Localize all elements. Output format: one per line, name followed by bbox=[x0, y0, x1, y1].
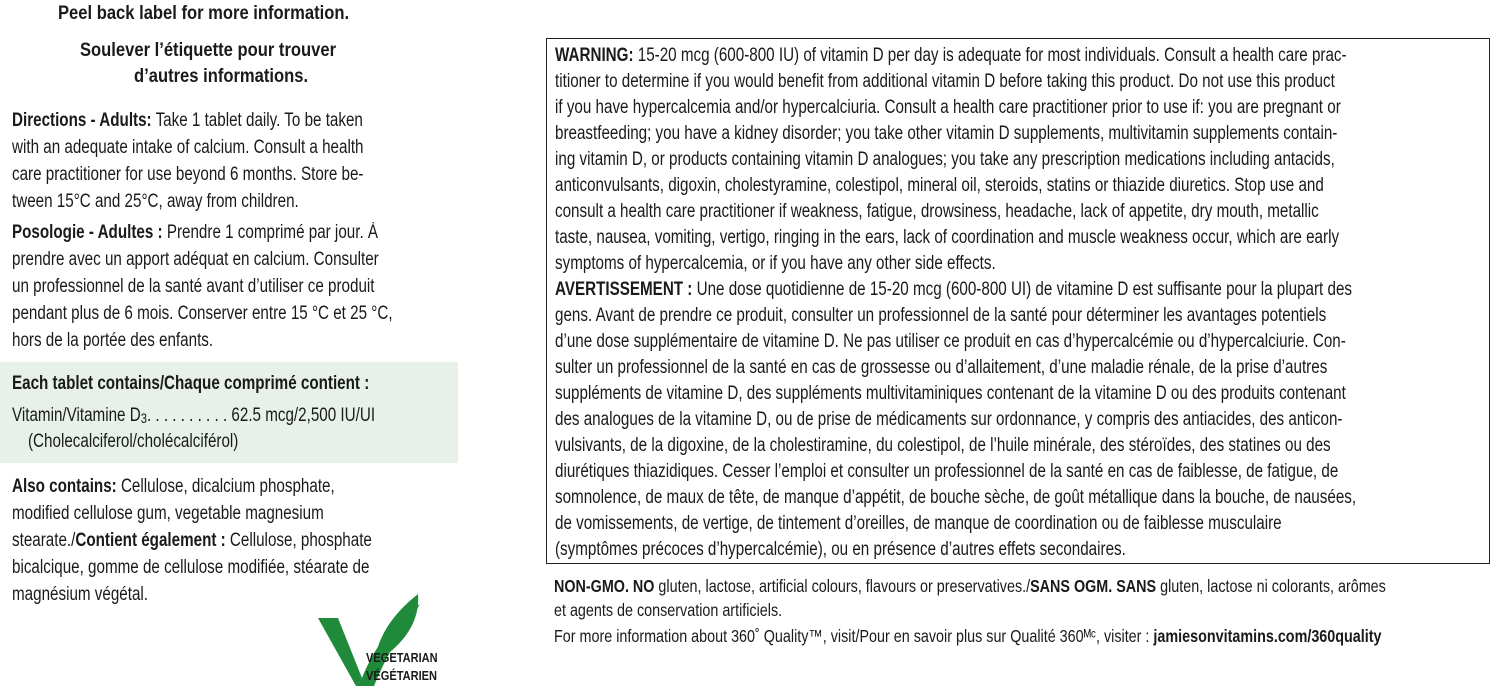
directions-label: Directions - Adults: bbox=[12, 110, 152, 131]
quality-url-link[interactable]: jamiesonvitamins.com/360quality bbox=[1153, 626, 1382, 646]
warning-label: WARNING: bbox=[555, 45, 634, 66]
medicinal-ingredients-box bbox=[0, 362, 458, 463]
ingredient-row: Vitamin/Vitamine $D_3$. . . . . . . . . . 62.5 mcg/2,500 IU/UI bbox=[12, 405, 376, 426]
also-contains-section: Also contains: Cellulose, dicalcium phosphate, modified cellulose gum, vegetable magnesium stearate./Contient également : Cellulose, phosphate bicalcique, gomme de cellulose modifiée, stéarate de magnésium végétal. bbox=[12, 476, 372, 605]
ingredient-source: (Cholecalciferol/cholécalciférol) bbox=[28, 431, 239, 452]
vegetarian-label-fr: VÉGÉTARIEN bbox=[366, 668, 438, 683]
warning-box: WARNING: 15-20 mcg (600-800 IU) of vitamin D per day is adequate for most individuals. Consult a health care prac- titioner to determine if you would benefit from additional vitamin D before taking this product. Do not use this product if you have hypercalcemia and/or hypercalciuria. Consult a health care practitioner prior to use if: you are pregnant or breastfeeding; you have a kidney disorder; you take other vitamin D supplements, multivitamin supplements contain- ing vitamin D, or products containing vitamin D analogues; you take any prescription medications including antacids, anticonvulsants, digoxin, cholestyramine, colestipol, mineral oil, steroids, statins or thiazide diuretics. Stop use and consult a health care practitioner if weakness, fatigue, drowsiness, headache, lack of appetite, dry mouth, metallic taste, nausea, vomiting, vertigo, ringing in the ears, lack of coordination and muscle weakness occur, which are early symptoms of hypercalcemia, or if you have any other side effects. AVERTISSEMENT : Une dose quotidienne de 15-20 mcg (600-800 UI) de vitamine D est suffisante pour la plupart des gens. Avant de prendre ce produit, consulter un professionnel de la santé pour déterminer les avantages potentiels d’une dose supplémentaire de vitamine D. Ne pas utiliser ce produit en cas d’hypercalcémie ou d’hypercalciurie. Con- sulter un professionnel de la santé en cas de grossesse ou d’allaitement, d’une maladie rénale, de la prise d’autres suppléments de vitamine D, des suppléments multivitaminiques contenant de la vitamine D ou des produits contenant des analogues de la vitamine D, ou de prise de médicaments sur ordonnance, y compris des antiacides, des anticon- vulsivants, de la digoxine, de la cholestiramine, du colestipol, de l’huile minérale, des stéroïdes, des statines ou des diurétiques thiazidiques. Cesser l’emploi et consulter un professionnel de la santé en cas de faiblesse, de fatigue, de somnolence, de maux de tête, de manque d’appétit, de bouche sèche, de goût métallique dans la bouche, de nausées, de vomissements, de vertige, de tintement d’oreilles, de manque de coordination ou de faiblesse musculaire (symptômes précoces d’hypercalcémie), ou en présence d’autres effets secondaires. bbox=[546, 38, 1490, 564]
posologie-section: Posologie - Adultes : Prendre 1 comprimé par jour. À prendre avec un apport adéquat en calcium. Consulter un professionnel de la santé avant d’utiliser ce produit pendant plus de 6 mois. Conserver entre 15 °C et 25 °C, hors de la portée des enfants. bbox=[12, 222, 393, 351]
contient-label: Contient également : bbox=[75, 530, 226, 551]
more-info-statement: For more information about 360˚ Quality™, visit/Pour en savoir plus sur Qualité 360ᴹᶜ, visiter : jamiesonvitamins.com/360quality bbox=[554, 626, 1382, 646]
vegetarian-label-en: VEGETARIAN bbox=[366, 650, 438, 665]
non-gmo-statement-line2: et agents de conservation artificiels. bbox=[554, 600, 783, 620]
posologie-label: Posologie - Adultes : bbox=[12, 222, 163, 243]
non-gmo-statement: NON-GMO. NO gluten, lactose, artificial colours, flavours or preservatives./SANS OGM. SANS gluten, lactose ni colorants, arômes bbox=[554, 576, 1386, 596]
peel-back-notice-fr-2: d’autres informations. bbox=[134, 65, 309, 87]
left-column bbox=[0, 0, 460, 688]
peel-back-notice-en: Peel back label for more information. bbox=[58, 2, 350, 24]
medicinal-title: Each tablet contains/Chaque comprimé contient : bbox=[12, 373, 370, 394]
peel-back-notice-fr-1: Soulever l’étiquette pour trouver bbox=[80, 39, 337, 61]
directions-section: Directions - Adults: Take 1 tablet daily. To be taken with an adequate intake of calcium. Consult a health care practitioner for use beyond 6 months. Store be- tween 15°C and 25°C, away from children. bbox=[12, 110, 364, 212]
also-contains-label: Also contains: bbox=[12, 476, 117, 497]
avertissement-label: AVERTISSEMENT : bbox=[555, 279, 693, 300]
